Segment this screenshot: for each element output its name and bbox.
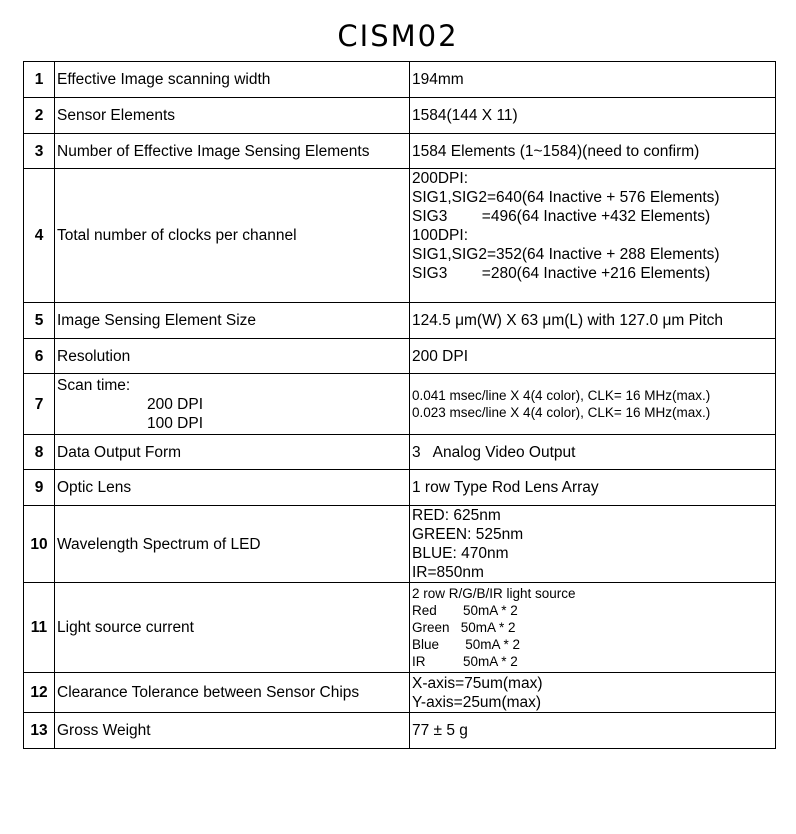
row-label (55, 374, 410, 435)
value-line: IR 50mA * 2 (412, 654, 518, 669)
row-value (410, 470, 776, 506)
value-line: 3 Analog Video Output (412, 443, 576, 461)
row-number: 7 (24, 374, 55, 435)
row-label: Data Output Form (55, 435, 410, 470)
table-row (24, 506, 776, 583)
table-row (24, 713, 776, 749)
value-line: 194mm (412, 71, 464, 88)
row-label: Light source current (55, 583, 410, 673)
value-line: X-axis=75um(max) (412, 674, 543, 692)
value-line: Green 50mA * 2 (412, 620, 516, 635)
row-number: 6 (24, 339, 55, 374)
value-line: 1584 Elements (1~1584)(need to confirm) (412, 142, 700, 160)
row-value (410, 62, 776, 98)
row-label: Image Sensing Element Size (55, 303, 410, 339)
table-row (24, 339, 776, 374)
value-line: BLUE: 470nm (412, 545, 509, 562)
row-number: 9 (24, 470, 55, 506)
spec-table (23, 61, 776, 749)
row-number: 3 (24, 134, 55, 169)
value-line: 2 row R/G/B/IR light source (412, 586, 576, 601)
row-value (410, 673, 776, 713)
row-value (410, 169, 776, 303)
table-row (24, 673, 776, 713)
row-number: 8 (24, 435, 55, 470)
row-value (410, 374, 776, 435)
row-label: Number of Effective Image Sensing Elements (55, 134, 410, 169)
row-label: Sensor Elements (55, 98, 410, 134)
value-line: Blue 50mA * 2 (412, 637, 521, 652)
table-row (24, 134, 776, 169)
row-number: 10 (24, 506, 55, 583)
row-value (410, 713, 776, 749)
row-number: 4 (24, 169, 55, 303)
scan-time-100dpi: 100 DPI (147, 414, 204, 432)
value-line: 200 DPI (412, 347, 469, 365)
value-line: Y-axis=25um(max) (412, 693, 542, 711)
document-title: CISM02 (337, 19, 459, 53)
row-label: Clearance Tolerance between Sensor Chips (55, 673, 410, 713)
table-row (24, 98, 776, 134)
row-number: 1 (24, 62, 55, 98)
row-number: 2 (24, 98, 55, 134)
value-line: RED: 625nm (412, 507, 501, 524)
value-line: 1 row Type Rod Lens Array (412, 479, 599, 496)
row-value (410, 506, 776, 583)
value-line: 1584(144 X 11) (412, 107, 518, 124)
value-line: IR=850nm (412, 564, 484, 581)
value-line: 124.5 μm(W) X 63 μm(L) with 127.0 μm Pitch (412, 312, 724, 329)
row-label: Wavelength Spectrum of LED (55, 506, 410, 583)
row-label: Total number of clocks per channel (55, 169, 410, 303)
row-value (410, 98, 776, 134)
row-number: 13 (24, 713, 55, 749)
row-value (410, 339, 776, 374)
value-line: 100DPI: (412, 227, 469, 244)
value-line: 0.023 msec/line X 4(4 color), CLK= 16 MHz(max.) (412, 405, 711, 420)
value-line: 0.041 msec/line X 4(4 color), CLK= 16 MHz(max.) (412, 388, 711, 403)
table-row (24, 470, 776, 506)
row-label: Resolution (55, 339, 410, 374)
table-row (24, 374, 776, 435)
row-number: 5 (24, 303, 55, 339)
row-value (410, 134, 776, 169)
row-number: 12 (24, 673, 55, 713)
table-row (24, 435, 776, 470)
scan-time-label: Scan time: (57, 376, 131, 394)
row-value (410, 303, 776, 339)
table-row (24, 169, 776, 303)
row-number: 11 (24, 583, 55, 673)
value-line: GREEN: 525nm (412, 526, 524, 543)
value-line: SIG1,SIG2=352(64 Inactive + 288 Elements) (412, 246, 720, 263)
row-value (410, 435, 776, 470)
value-line: SIG3 =496(64 Inactive +432 Elements) (412, 208, 711, 225)
table-row (24, 303, 776, 339)
row-label: Optic Lens (55, 470, 410, 506)
value-line: Red 50mA * 2 (412, 603, 518, 618)
row-label: Effective Image scanning width (55, 62, 410, 98)
table-row (24, 62, 776, 98)
value-line: 200DPI: (412, 170, 469, 187)
value-line: 77 ± 5 g (412, 722, 468, 739)
scan-time-200dpi: 200 DPI (147, 395, 204, 413)
row-value (410, 583, 776, 673)
value-line: SIG1,SIG2=640(64 Inactive + 576 Elements) (412, 189, 720, 206)
row-label: Gross Weight (55, 713, 410, 749)
value-line: SIG3 =280(64 Inactive +216 Elements) (412, 265, 711, 282)
table-row (24, 583, 776, 673)
